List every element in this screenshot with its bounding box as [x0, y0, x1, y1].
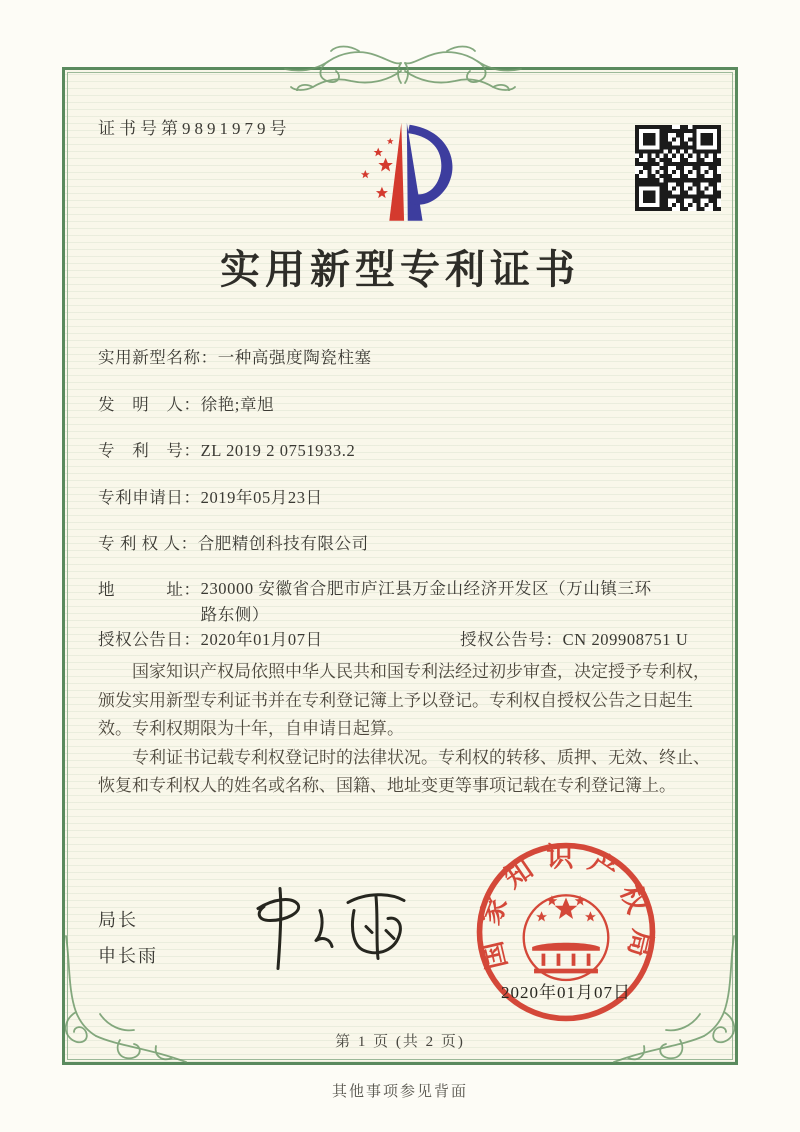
legal-paragraph-2: 专利证书记载专利权登记时的法律状况。专利权的转移、质押、无效、终止、恢复和专利权人的姓名或名称、国籍、地址变更等事项记载在专利登记簿上。 — [98, 747, 710, 795]
back-side-note: 其他事项参见背面 — [331, 1084, 468, 1100]
certificate-number: 证书号第9891979号 — [98, 119, 291, 138]
field-label: 专 利 号： — [98, 441, 201, 460]
commissioner-title: 局长 — [98, 910, 138, 930]
field-value: 2020年01月07日 — [200, 630, 323, 649]
field-label: 专 利 权 人： — [98, 534, 198, 553]
commissioner-name: 申长雨 — [98, 946, 158, 966]
field-inventor — [98, 391, 274, 415]
legal-text — [98, 658, 710, 801]
field-label: 授权公告号： — [460, 630, 563, 649]
qr-code — [635, 125, 721, 211]
page-number: 第 1 页 (共 2 页) — [335, 1034, 465, 1050]
field-label: 授权公告日： — [98, 630, 201, 649]
field-grant-number — [460, 626, 688, 650]
flourish-top-icon — [283, 43, 523, 91]
field-utility-model-name — [98, 344, 372, 368]
cnipa-patent-logo-icon — [345, 110, 465, 230]
field-grant-row — [98, 626, 689, 650]
certificate-title: 实用新型专利证书 — [220, 247, 580, 292]
seal-ring-text: 国家知识产权局 — [474, 842, 658, 972]
field-patent-number — [98, 437, 355, 461]
field-label: 实用新型名称： — [98, 348, 218, 367]
field-value: 230000 安徽省合肥市庐江县万金山经济开发区（万山镇三环路东侧） — [200, 579, 652, 624]
field-patentee — [98, 530, 369, 554]
field-label: 发 明 人： — [98, 395, 201, 414]
national-emblem-icon — [524, 895, 609, 980]
field-value: 徐艳;章旭 — [200, 395, 275, 414]
field-address — [98, 576, 669, 628]
commissioner-signature-icon — [228, 878, 418, 978]
seal-date: 2020年01月07日 — [501, 983, 631, 1002]
field-value: CN 209908751 U — [562, 630, 689, 649]
legal-paragraph-1: 国家知识产权局依照中华人民共和国专利法经过初步审查，决定授予专利权，颁发实用新型专利证书并在专利登记簿上予以登记。专利权自授权公告之日起生效。专利权期限为十年，自申请日起算。 — [98, 662, 710, 738]
field-label: 专利申请日： — [98, 488, 201, 507]
field-filing-date — [98, 484, 323, 508]
field-value: 2019年05月23日 — [200, 488, 323, 507]
field-value: 一种高强度陶瓷柱塞 — [217, 348, 372, 367]
field-label: 地 址： — [98, 580, 201, 599]
field-value: 合肥精创科技有限公司 — [197, 534, 369, 553]
field-value: ZL 2019 2 0751933.2 — [200, 441, 356, 460]
field-grant-date — [98, 630, 323, 649]
